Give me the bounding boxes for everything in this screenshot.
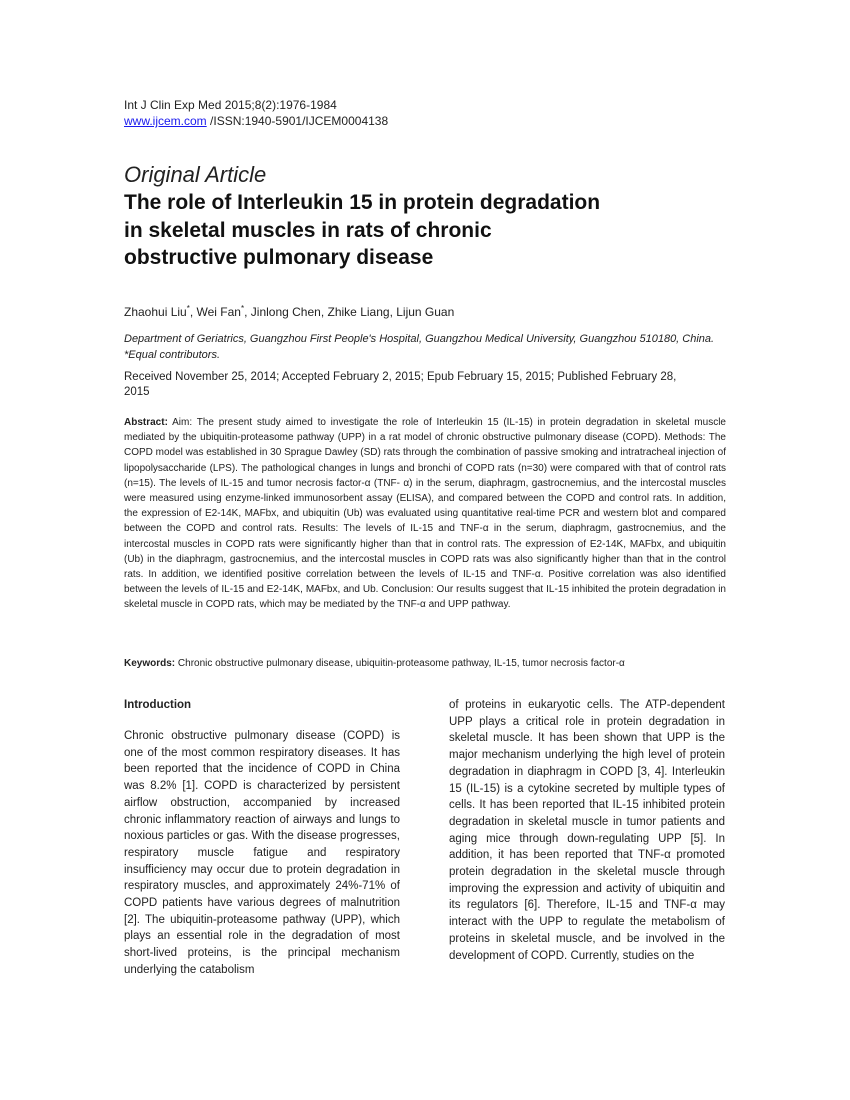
author-name: Lijun Guan bbox=[396, 305, 455, 319]
author-separator: , bbox=[189, 305, 197, 319]
title-line: obstructive pulmonary disease bbox=[124, 246, 434, 269]
issn-text: /ISSN:1940-5901/IJCEM0004138 bbox=[210, 114, 389, 128]
keywords-label: Keywords: bbox=[124, 658, 176, 669]
author-separator: , bbox=[244, 305, 251, 319]
introduction-left-column: Chronic obstructive pulmonary disease (COPD) is one of the most common respiratory diseases. It has been reported that the incidence of COPD in China was 8.2% [1]. COPD is characterized by persistent airflow obstruction, accompanied by increased chronic inflammatory reaction of airways and lungs to noxious particles or gas. With the disease progresses, respiratory muscle fatigue and respiratory insufficiency may occur due to protein degradation in respiratory muscles, and approximately 24%-71% of COPD patients have various degrees of malnutrition [2]. The ubiquitin-proteasome pathway (UPP), which plays an essential role in the degradation of most short-lived proteins, is the principal mechanism underlying the catabolism bbox=[124, 730, 400, 976]
author-name: Zhaohui Liu bbox=[124, 305, 187, 319]
journal-citation: Int J Clin Exp Med 2015;8(2):1976-1984 bbox=[124, 98, 337, 112]
author-list bbox=[124, 301, 454, 320]
publication-dates: Received November 25, 2014; Accepted February 2, 2015; Epub February 15, 2015; Published February 28, 2015 bbox=[124, 371, 677, 398]
introduction-right-column: of proteins in eukaryotic cells. The ATP-dependent UPP plays a critical role in protein degradation in skeletal muscle. It has been shown that UPP is the major mechanism underlying the high level of protein degradation in diaphragm in COPD [3, 4]. Interleukin 15 (IL-15) is a cytokine secreted by multiple types of cells. It has been reported that IL-15 inhibited protein degradation in skeletal muscle in tumor patients and aging mice through down-regulating UPP [5]. In addition, it has been reported that TNF-α promoted protein degradation in the skeletal muscle through improving the expression and activity of ubiquitin and its regulators [6]. Therefore, IL-15 and TNF-α may interact with the UPP to regulate the metabolism of proteins in skeletal muscle, and be involved in the development of COPD. Currently, studies on the bbox=[449, 699, 725, 962]
equal-contributor-mark: * bbox=[240, 304, 245, 313]
author-separator: , bbox=[320, 305, 328, 319]
author-name: Zhike Liang bbox=[327, 305, 390, 319]
author-name: Wei Fan bbox=[196, 305, 241, 319]
article-title bbox=[124, 189, 684, 272]
keywords-text: Chronic obstructive pulmonary disease, ubiquitin-proteasome pathway, IL-15, tumor necrosis factor-α bbox=[177, 658, 625, 669]
article-type: Original Article bbox=[124, 162, 267, 187]
title-line: The role of Interleukin 15 in protein degradation bbox=[124, 191, 601, 214]
abstract bbox=[124, 415, 726, 613]
author-separator: , bbox=[389, 305, 397, 319]
equal-contributor-mark: * bbox=[186, 304, 190, 313]
abstract-text: Aim: The present study aimed to investigate the role of Interleukin 15 (IL-15) in protein degradation in skeletal muscle mediated by the ubiquitin-proteasome pathway (UPP) in a rat model of chronic obstructive pulmonary disease (COPD). Methods: The COPD model was established in 30 Sprague Dawley (SD) rats through the combination of passive smoking and intratracheal injection of lipopolysaccharide (LPS). The pathological changes in lungs and bronchi of COPD rats (n=30) were compared with that of control rats (n=15). The levels of IL-15 and tumor necrosis factor-α (TNF- α) in the serum, diaphragm, gastrocnemius, and the intercostal muscles were measured using enzyme-linked immunosorbent assay (ELISA), and compared between the COPD and control rats. In addition, the expression of E2-14K, MAFbx, and ubiquitin (Ub) was evaluated using quantitative real-time PCR and western blot and compared between the COPD and control rats. Results: The levels of IL-15 and TNF-α in the serum, diaphragm, gastrocnemius, and the intercostal muscles in COPD rats were significantly higher than that in control rats. The expression of E2-14K, MAFbx, and ubiquitin (Ub) in the diaphragm, gastrocnemius, and the intercostal muscles in COPD rats was also significantly higher than that in the control rats. In addition, we identified positive correlation between the levels of IL-15 and TNF-α. Positive correlation was also identified between the levels of IL-15 and E2-14K, MAFbx, and Ub. Conclusion: Our results suggest that IL-15 inhibited the protein degradation in skeletal muscle in COPD rats, which may be mediated by the TNF-α and UPP pathway. bbox=[124, 417, 726, 611]
keywords bbox=[124, 656, 726, 671]
abstract-label: Abstract: bbox=[124, 417, 168, 428]
affiliation: Department of Geriatrics, Guangzhou First People's Hospital, Guangzhou Medical University, Guangzhou 510180, China. *Equal contributors. bbox=[124, 333, 715, 361]
title-line: in skeletal muscles in rats of chronic bbox=[124, 218, 492, 242]
journal-website-link[interactable]: www.ijcem.com bbox=[124, 114, 207, 128]
url-issn-line bbox=[124, 113, 388, 129]
introduction-heading: Introduction bbox=[124, 699, 192, 711]
author-name: Jinlong Chen bbox=[250, 305, 321, 319]
